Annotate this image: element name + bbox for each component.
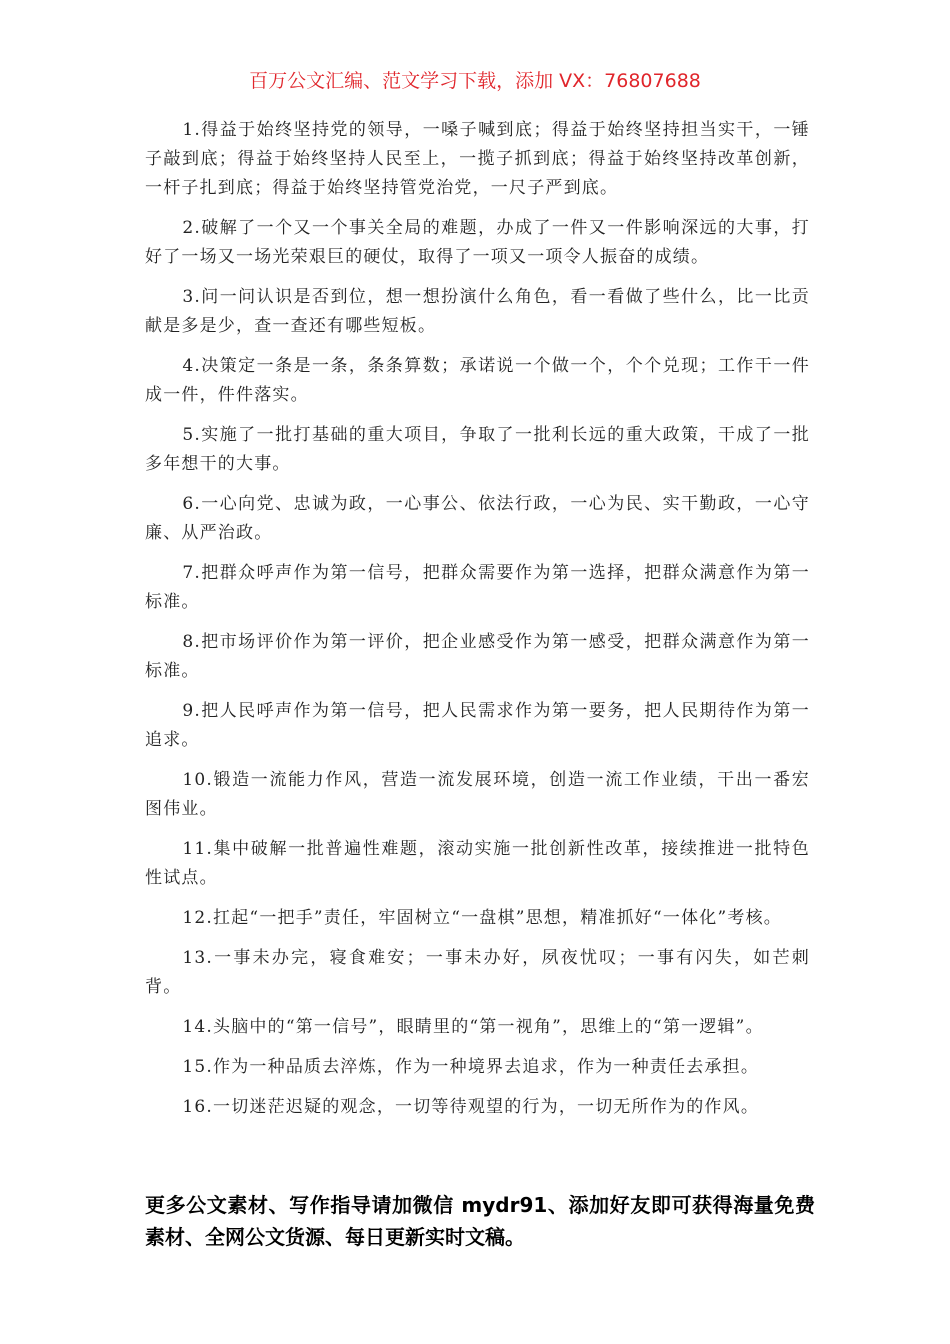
paragraph-2: 2.破解了一个又一个事关全局的难题，办成了一件又一件影响深远的大事，打好了一场又一场光荣艰巨的硬仗，取得了一项又一项令人振奋的成绩。 (145, 218, 810, 267)
promo-footer: 更多公文素材、写作指导请加微信 mydr91、添加好友即可获得海量免费素材、全网公文货源、每日更新实时文稿。 (145, 1193, 815, 1249)
paragraph-1: 1.得益于始终坚持党的领导，一嗓子喊到底；得益于始终坚持担当实干，一锤子敲到底；得益于始终坚持人民至上，一揽子抓到底；得益于始终坚持改革创新，一杆子扎到底；得益于始终坚持管党治党，一尺子严到底。 (145, 120, 810, 198)
paragraph-13: 13.一事未办完，寝食难安；一事未办好，夙夜忧叹；一事有闪失，如芒刺背。 (145, 948, 810, 997)
paragraph-7: 7.把群众呼声作为第一信号，把群众需要作为第一选择，把群众满意作为第一标准。 (145, 563, 810, 612)
paragraph-8: 8.把市场评价作为第一评价，把企业感受作为第一感受，把群众满意作为第一标准。 (145, 632, 810, 681)
paragraph-4: 4.决策定一条是一条，条条算数；承诺说一个做一个，个个兑现；工作干一件成一件，件件落实。 (145, 356, 810, 405)
promo-header: 百万公文汇编、范文学习下载，添加 VX：76807688 (249, 70, 701, 92)
paragraph-6: 6.一心向党、忠诚为政，一心事公、依法行政，一心为民、实干勤政，一心守廉、从严治政。 (145, 494, 810, 543)
paragraph-11: 11.集中破解一批普遍性难题，滚动实施一批创新性改革，接续推进一批特色性试点。 (145, 839, 810, 888)
paragraph-9: 9.把人民呼声作为第一信号，把人民需求作为第一要务，把人民期待作为第一追求。 (145, 701, 810, 750)
paragraph-16: 16.一切迷茫迟疑的观念，一切等待观望的行为，一切无所作为的作风。 (182, 1097, 760, 1117)
paragraph-10: 10.锻造一流能力作风，营造一流发展环境，创造一流工作业绩，干出一番宏图伟业。 (145, 770, 810, 819)
document-body (145, 116, 810, 1133)
paragraph-15: 15.作为一种品质去淬炼，作为一种境界去追求，作为一种责任去承担。 (182, 1057, 760, 1077)
paragraph-5: 5.实施了一批打基础的重大项目，争取了一批利长远的重大政策，干成了一批多年想干的大事。 (145, 425, 810, 474)
paragraph-3: 3.问一问认识是否到位，想一想扮演什么角色，看一看做了些什么，比一比贡献是多是少，查一查还有哪些短板。 (145, 287, 810, 336)
paragraph-14: 14.头脑中的“第一信号”，眼睛里的“第一视角”，思维上的“第一逻辑”。 (182, 1017, 764, 1037)
paragraph-12: 12.扛起“一把手”责任，牢固树立“一盘棋”思想，精准抓好“一体化”考核。 (182, 908, 782, 928)
